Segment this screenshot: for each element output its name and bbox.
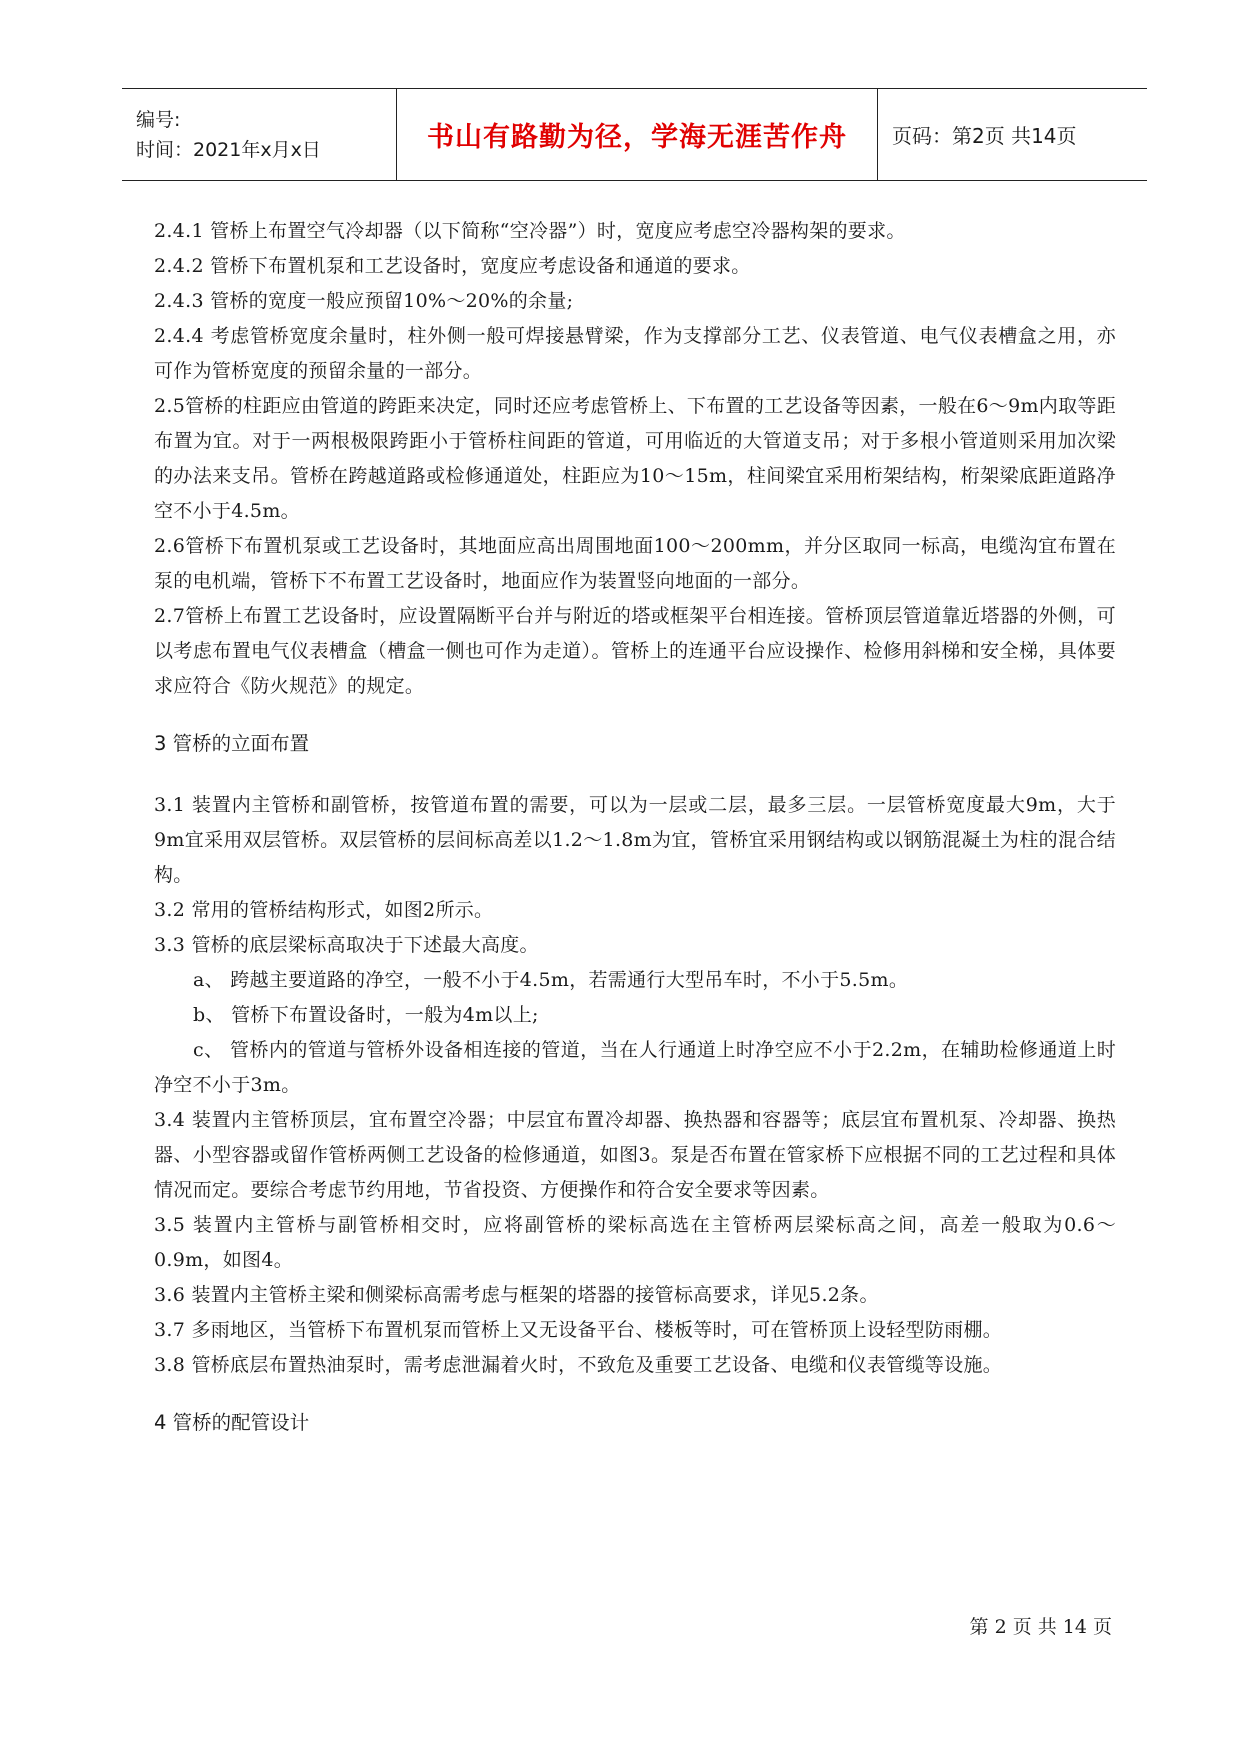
paragraph-2-4-1: 2.4.1 管桥上布置空气冷却器（以下简称“空冷器”）时，宽度应考虑空冷器构架的要求。 xyxy=(154,220,906,242)
paragraph-3-5: 3.5 装置内主管桥与副管桥相交时，应将副管桥的梁标高选在主管桥两层梁标高之间，高差一般取为0.6～0.9m，如图4。 xyxy=(154,1214,1116,1271)
header-table xyxy=(122,88,1147,181)
document-number-label: 编号: xyxy=(136,108,181,131)
paragraph-2-4-3: 2.4.3 管桥的宽度一般应预留10%～20%的余量; xyxy=(154,290,574,312)
paragraph-2-4-4: 2.4.4 考虑管桥宽度余量时，柱外侧一般可焊接悬臂梁，作为支撑部分工艺、仪表管道、电气仪表槽盒之用，亦可作为管桥宽度的预留余量的一部分。 xyxy=(154,325,1116,382)
paragraph-3-8: 3.8 管桥底层布置热油泵时，需考虑泄漏着火时，不致危及重要工艺设备、电缆和仪表管缆等设施。 xyxy=(154,1354,1003,1376)
spacer xyxy=(154,1383,1116,1405)
paragraph-2-4-2: 2.4.2 管桥下布置机泵和工艺设备时，宽度应考虑设备和通道的要求。 xyxy=(154,255,751,277)
paragraph-3-3-a: a、 跨越主要道路的净空，一般不小于4.5m，若需通行大型吊车时，不小于5.5m。 xyxy=(193,969,909,991)
paragraph-3-1: 3.1 装置内主管桥和副管桥，按管道布置的需要，可以为一层或二层，最多三层。一层管桥宽度最大9m，大于9m宜采用双层管桥。双层管桥的层间标高差以1.2～1.8m为宜，管桥宜采用钢结构或以钢筋混凝土为柱的混合结构。 xyxy=(154,794,1116,886)
footer-page-number: 第 2 页 共 14 页 xyxy=(969,1616,1112,1638)
paragraph-3-2: 3.2 常用的管桥结构形式，如图2所示。 xyxy=(154,899,494,921)
spacer xyxy=(154,704,1116,726)
header-left-cell xyxy=(122,89,397,181)
paragraph-3-3: 3.3 管桥的底层梁标高取决于下述最大高度。 xyxy=(154,934,539,956)
paragraph-3-4: 3.4 装置内主管桥顶层，宜布置空冷器；中层宜布置冷却器、换热器和容器等；底层宜布置机泵、冷却器、换热器、小型容器或留作管桥两侧工艺设备的检修通道，如图3。泵是否布置在管家桥下应根据不同的工艺过程和具体情况而定。要综合考虑节约用地，节省投资、方便操作和符合安全要求等因素。 xyxy=(154,1109,1116,1201)
spacer xyxy=(154,761,1116,788)
section-heading-3: 3 管桥的立面布置 xyxy=(154,732,310,755)
paragraph-3-3-b: b、 管桥下布置设备时，一般为4m以上; xyxy=(193,1004,539,1026)
paragraph-3-3-c: c、 管桥内的管道与管桥外设备相连接的管道，当在人行通道上时净空应不小于2.2m，在辅助检修通道上时净空不小于3m。 xyxy=(154,1039,1116,1096)
paragraph-2-5: 2.5管桥的柱距应由管道的跨距来决定，同时还应考虑管桥上、下布置的工艺设备等因素，一般在6～9m内取等距布置为宜。对于一两根极限跨距小于管桥柱间距的管道，可用临近的大管道支吊；对于多根小管道则采用加次梁的办法来支吊。管桥在跨越道路或检修通道处，柱距应为10～15m，柱间梁宜采用桁架结构，桁架梁底距道路净空不小于4.5m。 xyxy=(154,395,1117,522)
header-motto: 书山有路勤为径，学海无涯苦作舟 xyxy=(397,89,878,181)
section-heading-4: 4 管桥的配管设计 xyxy=(154,1411,310,1434)
document-time-label: 时间：2021年x月x日 xyxy=(136,138,321,161)
paragraph-2-6: 2.6管桥下布置机泵或工艺设备时，其地面应高出周围地面100～200mm，并分区取同一标高，电缆沟宜布置在泵的电机端，管桥下不布置工艺设备时，地面应作为装置竖向地面的一部分。 xyxy=(154,535,1116,592)
header-page-label: 页码：第2页 共14页 xyxy=(892,124,1077,148)
paragraph-2-7: 2.7管桥上布置工艺设备时，应设置隔断平台并与附近的塔或框架平台相连接。管桥顶层管道靠近塔器的外侧，可以考虑布置电气仪表槽盒（槽盒一侧也可作为走道）。管桥上的连通平台应设操作、检修用斜梯和安全梯，具体要求应符合《防火规范》的规定。 xyxy=(154,605,1116,697)
paragraph-3-7: 3.7 多雨地区，当管桥下布置机泵而管桥上又无设备平台、楼板等时，可在管桥顶上设轻型防雨棚。 xyxy=(154,1319,1003,1341)
document-body xyxy=(154,214,1116,1440)
paragraph-3-6: 3.6 装置内主管桥主梁和侧梁标高需考虑与框架的塔器的接管标高要求，详见5.2条。 xyxy=(154,1284,879,1306)
